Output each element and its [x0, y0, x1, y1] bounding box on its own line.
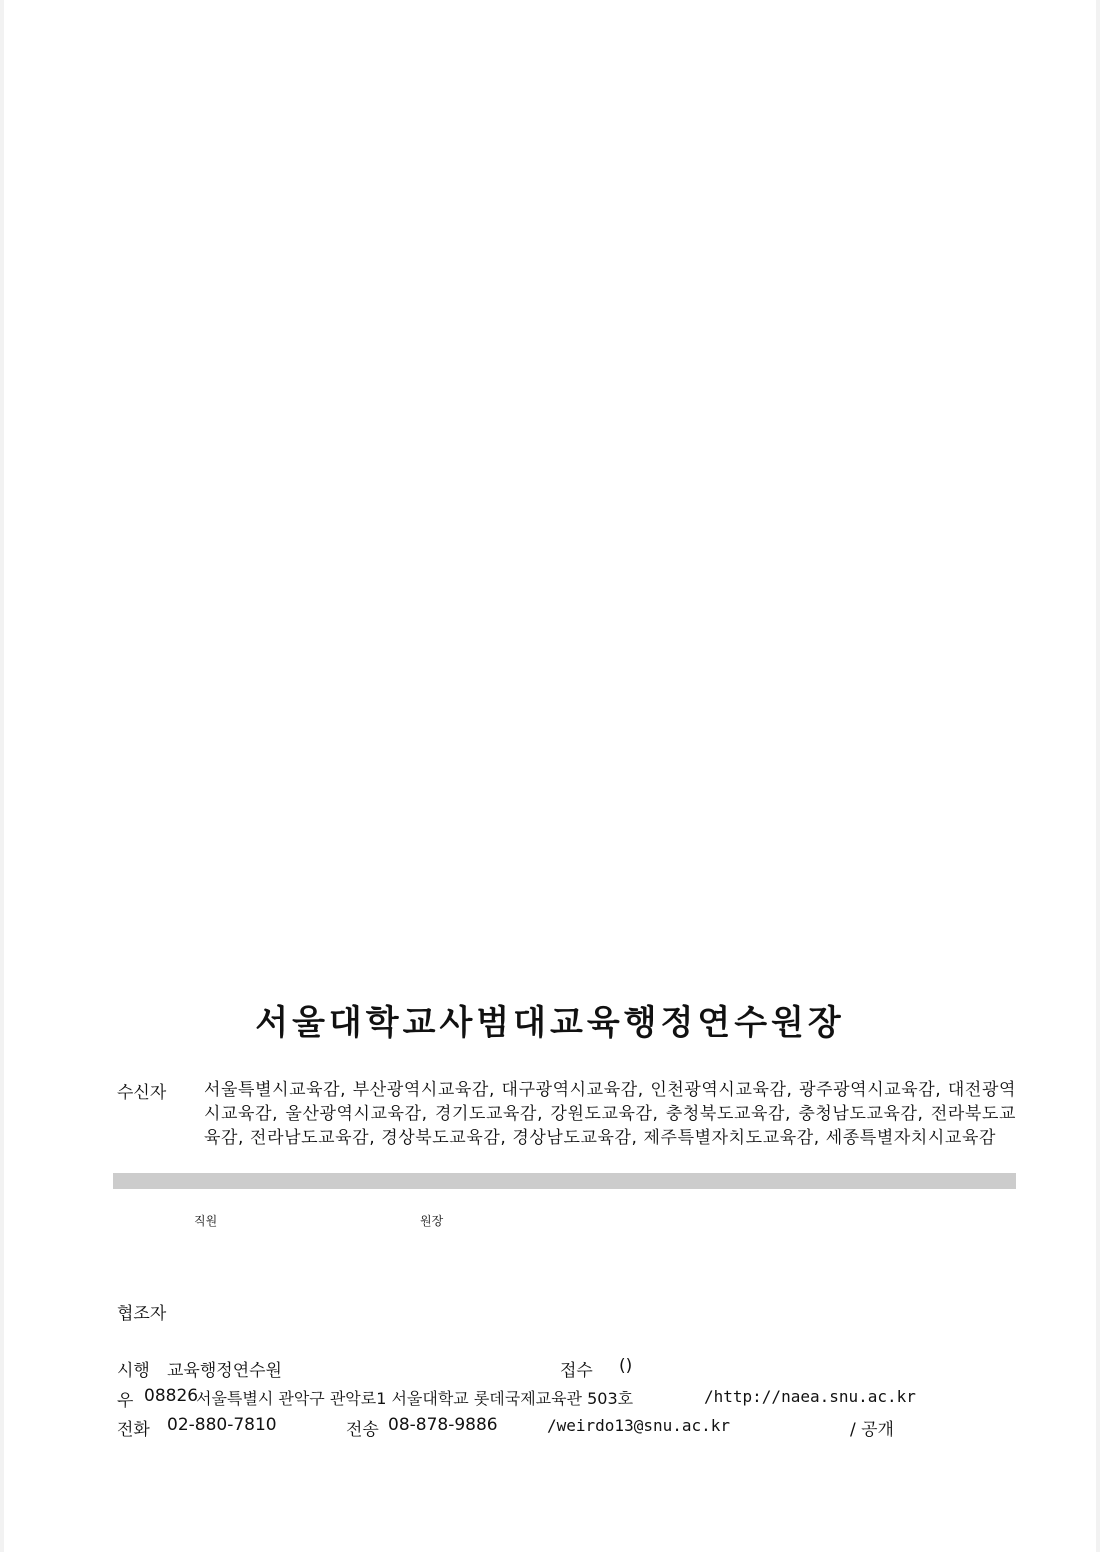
postal-prefix: 우 — [117, 1391, 134, 1411]
staff-label: 직원 — [194, 1214, 218, 1228]
enforcement-org: 교육행정연수원 — [167, 1361, 282, 1381]
enforcement-label: 시행 — [117, 1361, 150, 1381]
document-page — [4, 0, 1096, 1552]
fax-label: 전송 — [346, 1420, 379, 1440]
issuer-title: 서울대학교사범대교육행정연수원장 — [255, 1003, 845, 1043]
section-divider — [113, 1173, 1016, 1189]
street-address: 서울특별시 관악구 관악로1 서울대학교 롯데국제교육관 503호 — [196, 1389, 634, 1408]
recipient-label: 수신자 — [117, 1083, 167, 1103]
postal-code: 08826 — [144, 1386, 199, 1406]
website-link[interactable]: /http://naea.snu.ac.kr — [704, 1387, 916, 1406]
recipient-list: 서울특별시교육감, 부산광역시교육감, 대구광역시교육감, 인천광역시교육감, 광주광역시교육감, 대전광역시교육감, 울산광역시교육감, 경기도교육감, 강원도교육감, 충청북도교육감, 충청남도교육감, 전라북도교육감, 전라남도교육감, 경상북도교육감, 경상남도교육감, 제주특별자치도교육감, 세종특별자치시교육감 — [204, 1080, 1016, 1148]
phone-number: 02-880-7810 — [167, 1415, 277, 1435]
disclosure-status: / 공개 — [850, 1420, 894, 1440]
fax-number: 08-878-9886 — [388, 1415, 498, 1435]
receipt-value: () — [619, 1356, 633, 1376]
director-label: 원장 — [420, 1214, 444, 1228]
phone-label: 전화 — [117, 1420, 150, 1440]
email-link[interactable]: /weirdo13@snu.ac.kr — [547, 1416, 731, 1435]
receipt-label: 접수 — [560, 1361, 593, 1381]
cooperator-label: 협조자 — [117, 1304, 167, 1324]
